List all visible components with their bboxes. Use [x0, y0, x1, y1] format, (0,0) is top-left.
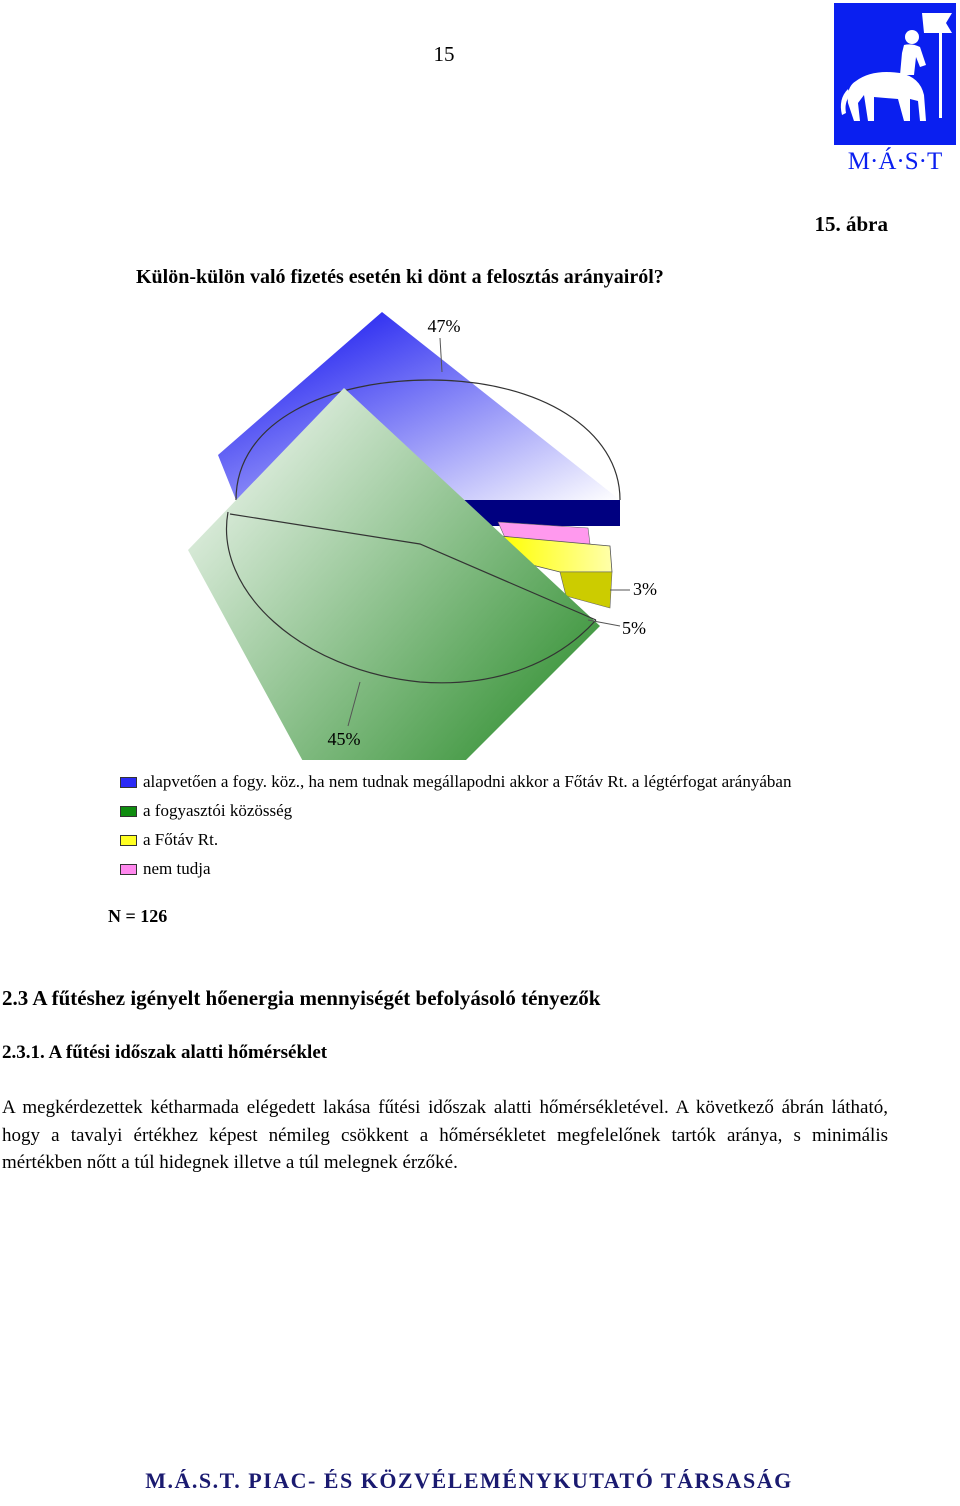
legend-swatch-blue	[120, 777, 137, 788]
legend-label: a fogyasztói közösség	[143, 801, 293, 820]
mast-logo	[834, 3, 956, 175]
page-number: 15	[433, 42, 455, 66]
logo-text: M·Á·S·T	[847, 148, 943, 175]
chart-title: Külön-külön való fizetés esetén ki dönt a felosztás arányairól?	[136, 266, 664, 288]
legend-label: alapvetően a fogy. köz., ha nem tudnak megállapodni akkor a Főtáv Rt. a légtérfogat arányában	[143, 772, 792, 791]
subsection-heading: 2.3.1. A fűtési időszak alatti hőmérséklet	[2, 1042, 328, 1063]
footer: M.Á.S.T. PIAC- ÉS KÖZVÉLEMÉNYKUTATÓ TÁRSASÁG	[145, 1468, 793, 1493]
value-label-45: 45%	[327, 729, 361, 749]
legend-label: a Főtáv Rt.	[143, 830, 219, 849]
legend-swatch-pink	[120, 864, 137, 875]
legend-item-0	[120, 772, 791, 792]
legend-label: nem tudja	[143, 859, 211, 878]
legend-item-1	[120, 801, 292, 821]
figure-label: 15. ábra	[814, 212, 888, 236]
pie-chart	[0, 300, 960, 760]
legend-item-2	[120, 830, 218, 850]
value-label-3: 3%	[633, 579, 657, 599]
legend-swatch-yellow	[120, 835, 137, 846]
value-label-5: 5%	[622, 618, 646, 638]
section-heading: 2.3 A fűtéshez igényelt hőenergia mennyiségét befolyásoló tényezők	[2, 986, 601, 1010]
value-label-47: 47%	[427, 316, 461, 336]
legend-item-3	[120, 859, 211, 879]
body-paragraph: A megkérdezettek kétharmada elégedett lakása fűtési időszak alatti hőmérsékletével. A következő ábrán látható, hogy a tavalyi értékhez képest némileg csökkent a hőmérsékletet megfelelőnek tartók aránya, s minimális mértékben nőtt a túl hidegnek illetve a túl melegnek érzőké.	[2, 1097, 888, 1174]
sample-size: N = 126	[108, 906, 168, 926]
legend-swatch-green	[120, 806, 137, 817]
